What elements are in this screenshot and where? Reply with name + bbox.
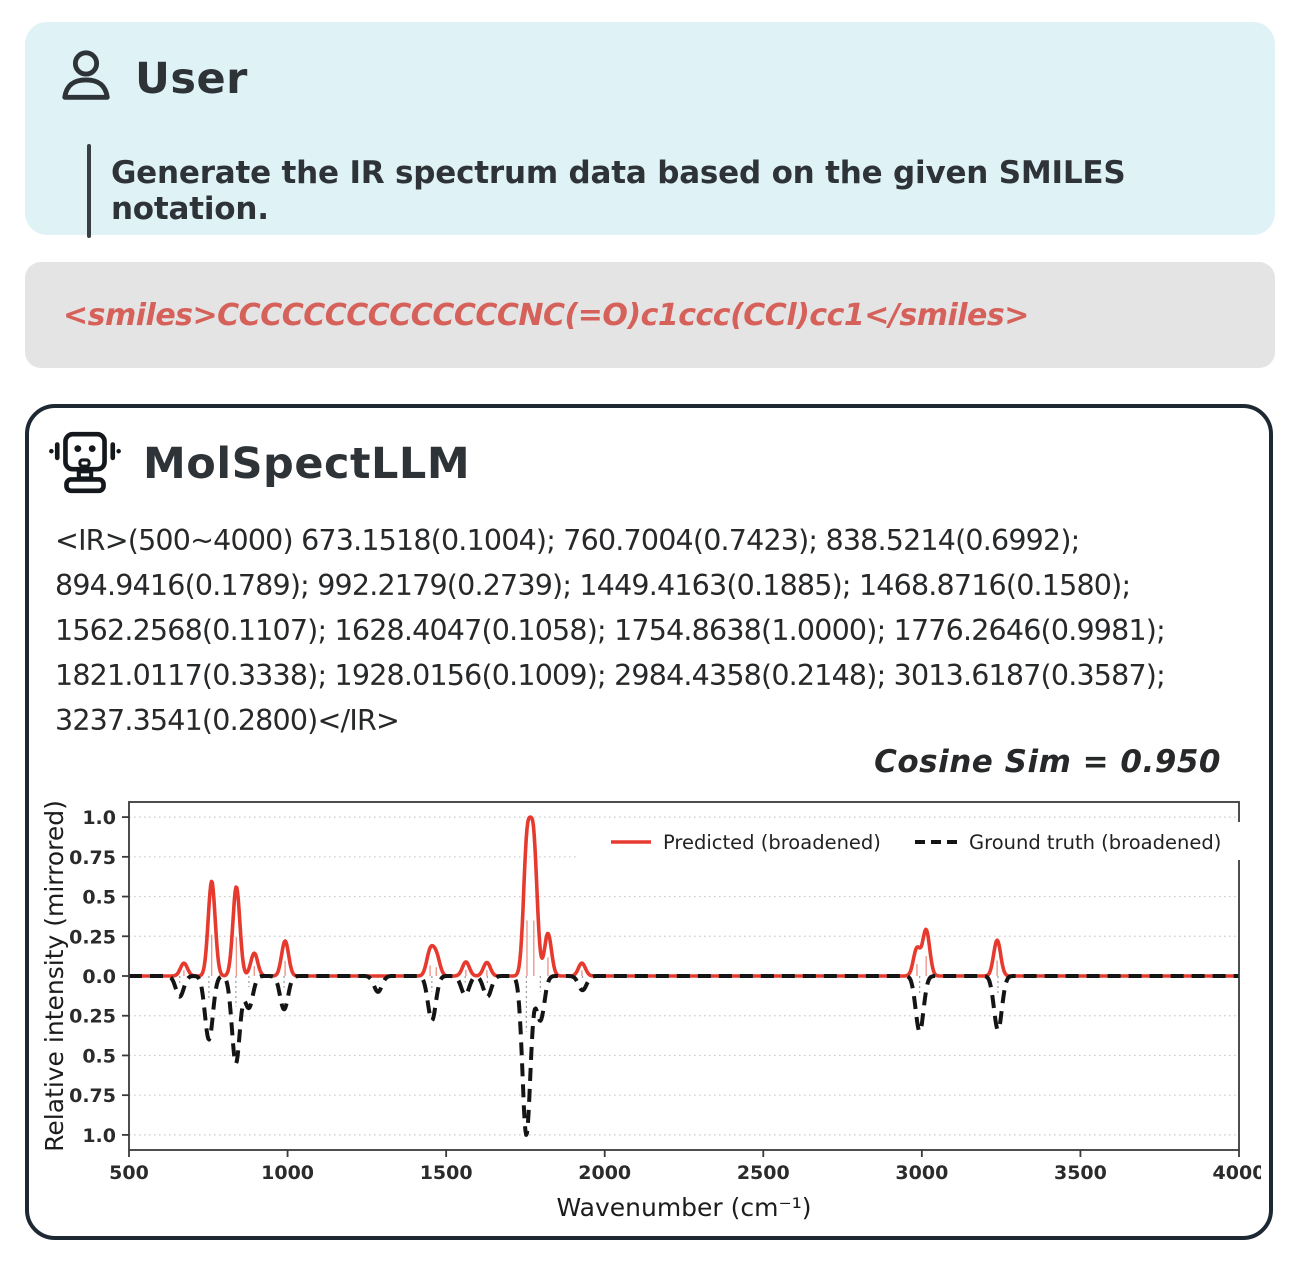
y-tick-label: 0.25	[69, 926, 116, 949]
y-tick-label: 0.75	[69, 1085, 116, 1108]
x-tick-label: 2500	[736, 1162, 790, 1184]
ir-spectrum-chart	[39, 788, 1261, 1236]
legend-label-ground-truth: Ground truth (broadened)	[969, 831, 1222, 854]
user-title: User	[135, 54, 248, 104]
x-tick-label: 500	[109, 1162, 149, 1184]
model-response-card	[25, 404, 1273, 1240]
model-title: MolSpectLLM	[143, 439, 471, 489]
y-tick-label: 0.25	[69, 1005, 116, 1028]
quote-bar	[87, 144, 91, 238]
smiles-input-bubble	[25, 262, 1275, 368]
y-tick-label: 0.5	[82, 1045, 116, 1068]
y-tick-label: 1.0	[82, 807, 116, 830]
y-tick-label: 0.75	[69, 846, 116, 869]
x-tick-label: 1500	[419, 1162, 473, 1184]
x-tick-label: 3000	[895, 1162, 949, 1184]
x-tick-label: 3500	[1053, 1162, 1107, 1184]
model-header	[49, 426, 470, 502]
x-tick-label: 4000	[1212, 1162, 1261, 1184]
ir-output-text: <IR>(500~4000) 673.1518(0.1004); 760.7004(0.7423); 838.5214(0.6992); 894.9416(0.1789); 992.2179(0.2739); 1449.4163(0.1885); 1468.8716(0.1580); 1562.2568(0.1107); 1628.4047(0.1058); 1754.8638(1.0000); 1776.2646(0.9981); 1821.0117(0.3338); 1928.0156(0.1009); 2984.4358(0.2148); 3013.6187(0.3587); 3237.3541(0.2800)</IR>	[55, 524, 1165, 737]
smiles-text: <smiles>CCCCCCCCCCCCCCNC(=O)c1ccc(CCl)cc1</smiles>	[63, 297, 1029, 333]
user-icon	[57, 48, 115, 110]
user-header	[57, 48, 248, 110]
legend-label-predicted: Predicted (broadened)	[663, 831, 881, 854]
y-axis-label: Relative intensity (mirrored)	[40, 800, 69, 1152]
y-tick-label: 0.0	[82, 966, 116, 988]
robot-icon	[49, 426, 121, 502]
x-tick-label: 1000	[261, 1162, 315, 1184]
y-tick-label: 1.0	[82, 1124, 116, 1147]
cosine-sim-label: Cosine Sim = 0.950	[874, 744, 1221, 780]
y-tick-label: 0.5	[82, 886, 116, 909]
ir-chart-svg	[39, 788, 1261, 1236]
user-message-bubble	[25, 22, 1275, 235]
user-message-text: Generate the IR spectrum data based on the given SMILES notation.	[110, 155, 1126, 227]
x-axis-label: Wavenumber (cm⁻¹)	[556, 1193, 812, 1222]
x-tick-label: 2000	[578, 1162, 632, 1184]
